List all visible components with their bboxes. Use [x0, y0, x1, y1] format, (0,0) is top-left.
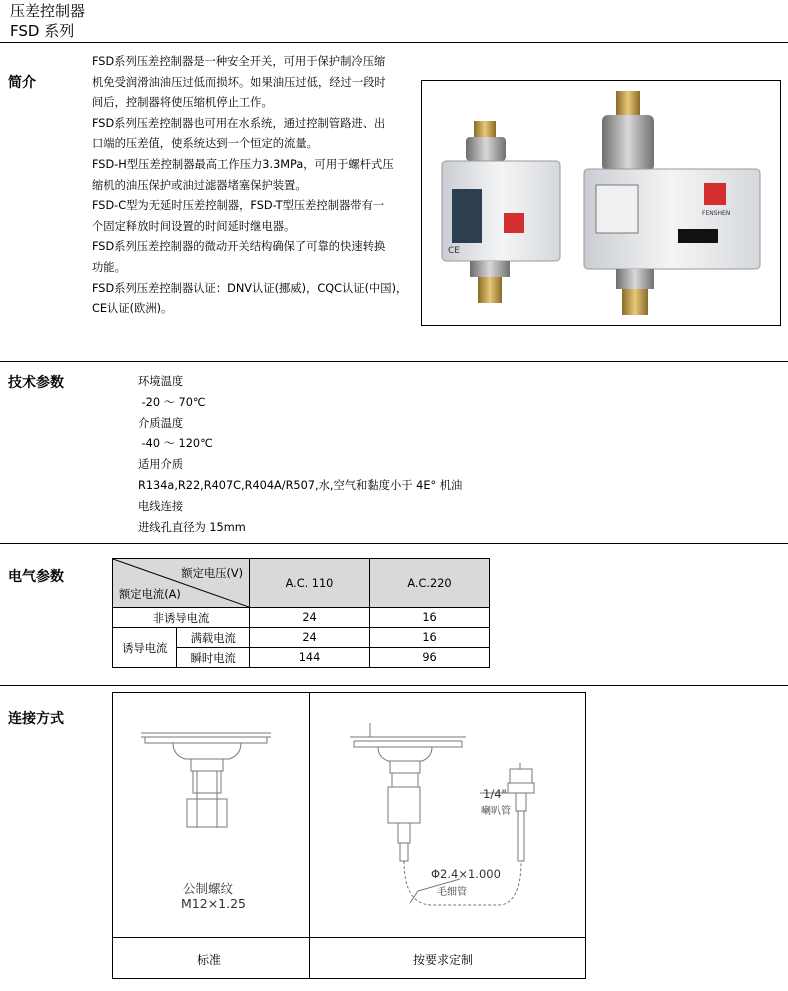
tech-line: 适用介质: [138, 458, 184, 472]
table-cell: 16: [370, 608, 490, 628]
intro-line: 机免受润滑油油压过低而损坏。如果油压过低，经过一段时: [92, 75, 386, 89]
intro-line: 个固定释放时间设置的时间延时继电器。: [92, 219, 296, 233]
intro-line: 口端的压差值，使系统达到一个恒定的流量。: [92, 137, 318, 151]
tech-line: R134a,R22,R407C,R404A/R507,水,空气和黏度小于 4E° 机油: [138, 478, 463, 492]
divider: [0, 543, 788, 544]
col-ac220: A.C.220: [370, 559, 490, 608]
intro-line: FSD系列压差控制器也可用在水系统，通过控制管路进、出: [92, 116, 386, 130]
row-label: 瞬时电流: [177, 648, 250, 668]
product-illustration: [422, 81, 780, 325]
intro-line: CE认证(欧洲)。: [92, 302, 173, 316]
row-group-label: 诱导电流: [113, 628, 177, 668]
row-label: 满载电流: [177, 628, 250, 648]
intro-line: FSD-C型为无延时压差控制器，FSD-T型压差控制器带有一: [92, 199, 385, 213]
divider: [0, 42, 788, 43]
divider: [0, 361, 788, 362]
intro-line: FSD系列压差控制器的微动开关结构确保了可靠的快速转换: [92, 240, 386, 254]
tech-line: -20 ～ 70℃: [138, 395, 206, 409]
col-ac110: A.C. 110: [250, 559, 370, 608]
tech-line: 介质温度: [138, 416, 184, 430]
table-cell: 24: [250, 608, 370, 628]
metric-thread-label: 公制螺纹: [183, 881, 234, 896]
tech-params: [138, 372, 462, 538]
divider: [0, 685, 788, 686]
table-cell: 24: [250, 628, 370, 648]
intro-line: FSD系列压差控制器认证：DNV认证(挪威)，CQC认证(中国)，: [92, 281, 408, 295]
intro-line: FSD系列压差控制器是一种安全开关，可用于保护制冷压缩: [92, 55, 386, 68]
custom-caption: 按要求定制: [413, 953, 474, 967]
tech-line: 进线孔直径为 15mm: [138, 520, 246, 534]
row-label: 非诱导电流: [113, 608, 250, 628]
electrical-label: 电气参数: [8, 569, 64, 585]
tech-line: 电线连接: [138, 499, 184, 513]
intro-line: 间后，控制器将使压缩机停止工作。: [92, 96, 273, 110]
page-subtitle: FSD 系列: [10, 22, 75, 40]
tech-label: 技术参数: [8, 375, 64, 391]
standard-caption: 标准: [197, 953, 222, 967]
diagonal-header: [113, 559, 250, 608]
table-cell: 96: [370, 648, 490, 668]
flare-size-label: 1/4": [483, 787, 507, 801]
page-title: 压差控制器: [10, 2, 86, 20]
intro-line: FSD-H型压差控制器最高工作压力3.3MPa，可用于螺杆式压: [92, 157, 394, 171]
electrical-table: [112, 558, 490, 668]
intro-line: 功能。: [92, 260, 126, 274]
brand-text: FENSHEN: [702, 210, 731, 217]
table-cell: 144: [250, 648, 370, 668]
flare-label: 喇叭管: [481, 806, 511, 817]
table-cell: 16: [370, 628, 490, 648]
voltage-header: 额定电压(V): [181, 567, 243, 580]
intro-line: 缩机的油压保护或油过滤器堵塞保护装置。: [92, 178, 307, 192]
product-photo: [421, 80, 781, 326]
custom-fitting-drawing: [310, 693, 586, 937]
capillary-size-label: Φ2.4×1.000: [431, 867, 501, 881]
capillary-label: 毛细管: [437, 887, 467, 898]
connection-diagram: [112, 692, 586, 979]
intro-label: 简介: [8, 75, 36, 91]
current-header: 额定电流(A): [119, 588, 181, 601]
tech-line: 环境温度: [138, 375, 184, 388]
tech-line: -40 ～ 120℃: [138, 437, 213, 451]
ce-mark: CE: [448, 246, 460, 256]
thread-size-label: M12×1.25: [181, 896, 246, 911]
connection-label: 连接方式: [8, 711, 64, 727]
intro-text: [92, 52, 412, 320]
